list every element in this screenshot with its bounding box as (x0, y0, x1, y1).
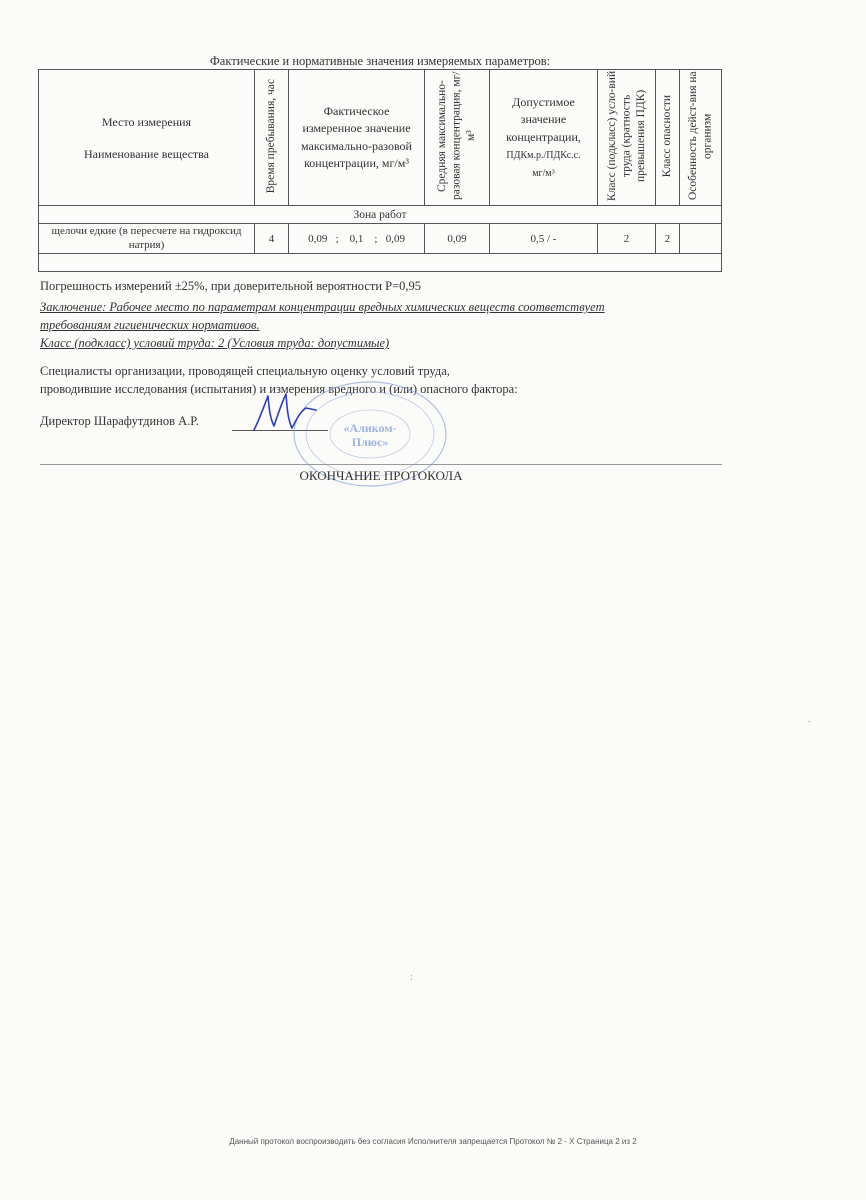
actual-value-2: 0,1 (349, 232, 364, 245)
table-title: Фактические и нормативные значения измеряемых параметров: (209, 54, 551, 68)
page-footer: Данный протокол воспроизводить без согласия Исполнителя запрещается Протокол № 2 - Х Страница 2 из 2 (229, 1137, 637, 1146)
scan-speck: : (410, 972, 413, 983)
header-actual-line2: измеренное значение (302, 121, 411, 136)
header-row (39, 70, 722, 206)
actual-value-1: 0,09 (308, 232, 328, 245)
end-of-protocol: ОКОНЧАНИЕ ПРОТОКОЛА (299, 468, 463, 483)
header-actual (289, 70, 425, 206)
header-allowed-line4: ПДКм.р./ПДКс.с. (506, 150, 581, 162)
header-place-line1: Место измерения (101, 114, 192, 129)
header-average-label: Средняя максимально-разовая концентрация, мг/м³ (436, 71, 478, 201)
actual-sep-2: ; (374, 232, 378, 245)
error-text: Погрешность измерений ±25%, при доверительной вероятности Р=0,95 (40, 279, 422, 293)
table-row (39, 224, 722, 254)
header-place-line2: Наименование вещества (84, 146, 209, 161)
substance-name: щелочи едкие (в пересчете на гидроксид натрия) (39, 224, 255, 254)
time-value: 4 (255, 224, 289, 254)
separator-line (40, 464, 722, 465)
actual-sep-1: ; (335, 232, 339, 245)
header-allowed-line5: мг/м³ (532, 167, 555, 179)
actual-values (289, 224, 425, 254)
header-actual-line1: Фактическое (323, 103, 390, 118)
conclusion-line1: Заключение: Рабочее место по параметрам концентрации вредных химических веществ соответствует (40, 300, 605, 314)
class-subclass-value: 2 (598, 224, 656, 254)
actual-value-3: 0,09 (385, 232, 405, 245)
header-allowed-line3: концентрации, (506, 129, 581, 144)
features-value (680, 224, 722, 254)
header-actual-line4: концентрации, мг/м³ (304, 155, 409, 170)
conclusion-line2: требованиям гигиенических нормативов. (40, 318, 260, 332)
header-allowed-line1: Допустимое (512, 94, 575, 109)
empty-cell (39, 254, 722, 272)
specialists-line2: проводившие исследования (испытания) и измерения вредного и (или) опасного фактора: (40, 382, 518, 396)
header-hazard-class (656, 70, 680, 206)
header-class-subclass-label: Класс (подкласс) усло-вий труда (кратность превышения ПДК) (605, 70, 647, 202)
director-signature (250, 390, 320, 435)
header-allowed-line2: значение (520, 112, 567, 127)
average-value: 0,09 (425, 224, 490, 254)
header-place (39, 70, 255, 206)
header-features-label: Особенность дейст-вия на организм (687, 71, 714, 201)
measurement-table (38, 69, 722, 272)
empty-row (39, 254, 722, 272)
header-class-subclass (598, 70, 656, 206)
scan-speck: . (808, 714, 811, 725)
header-allowed (490, 70, 598, 206)
zone-label: Зона работ (39, 206, 722, 224)
hazard-class-value: 2 (656, 224, 680, 254)
header-average (425, 70, 490, 206)
svg-text:Плюс»: Плюс» (351, 435, 389, 449)
class-line: Класс (подкласс) условий труда: 2 (Условия труда: допустимые) (40, 336, 390, 350)
zone-row (39, 206, 722, 224)
specialists-line1: Специалисты организации, проводящей специальную оценку условий труда, (40, 364, 450, 378)
stamp-text: «Аликом- (343, 421, 397, 435)
header-actual-line3: максимально-разовой (301, 138, 412, 153)
director-name: Директор Шарафутдинов А.Р. (40, 414, 199, 428)
header-time-label: Время пребывания, час (265, 78, 278, 194)
allowed-value: 0,5 / - (490, 224, 598, 254)
header-hazard-class-label: Класс опасности (661, 94, 674, 178)
header-features (680, 70, 722, 206)
header-time (255, 70, 289, 206)
